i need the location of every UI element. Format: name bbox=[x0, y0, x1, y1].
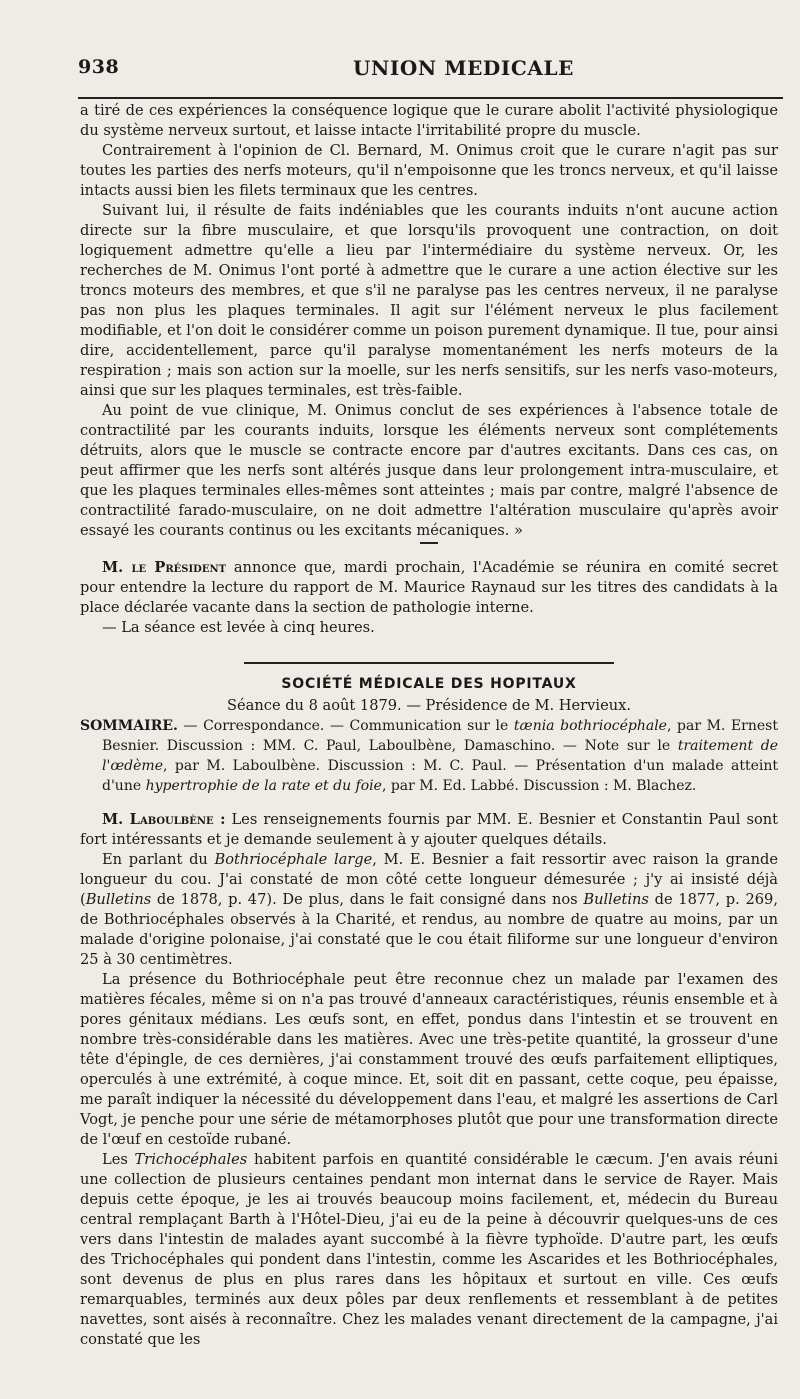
paragraph-laboulbene-intro bbox=[80, 810, 778, 850]
paragraph-bothriocephale bbox=[80, 850, 778, 970]
summary-text: — Correspondance. — Communication sur le bbox=[177, 718, 514, 734]
section-rule bbox=[244, 662, 614, 664]
section-title: SOCIÉTÉ MÉDICALE DES HOPITAUX bbox=[281, 676, 577, 692]
closing-line: — La séance est levée à cinq heures. bbox=[102, 619, 375, 636]
italic-run: Bothriocéphale large bbox=[214, 851, 373, 868]
laboulbene-intro-text: Les renseignements fournis par MM. E. Besnier et Constantin Paul sont fort intéressants et je demande seulement à y ajouter quelques détails. bbox=[80, 811, 778, 848]
text-run: de 1878, p. 47). De plus, dans le fait consigné dans nos bbox=[151, 891, 584, 908]
paragraph-bernard: Contrairement à l'opinion de Cl. Bernard, M. Onimus croit que le curare n'agit pas sur toutes les parties des nerfs moteurs, qu'il n'empoisonne que les troncs nerveux, et qu'il laisse intacts aussi bien les filets terminaux que les centres. bbox=[80, 142, 778, 199]
article-body bbox=[80, 101, 778, 1350]
header-rule bbox=[78, 97, 783, 99]
summary-label: SOMMAIRE. bbox=[80, 718, 178, 734]
paragraph-clinical: Au point de vue clinique, M. Onimus conclut de ses expériences à l'absence totale de contractilité par les courants induits, lorsque les éléments nerveux sont complétements détruits, alors que le muscle se contracte encore par d'autres excitants. Dans ces cas, on peut affirmer que les nerfs sont altérés jusque dans leur prolongement intra-musculaire, et que les plaques terminales elles-mêmes sont atteintes ; mais par contre, malgré l'absence de contractilité farado-musculaire, on ne doit admettre l'altération musculaire qu'après avoir essayé les courants continus ou les excitants mécaniques. » bbox=[80, 402, 778, 539]
page-header bbox=[78, 56, 778, 86]
summary-italic: tænia bothriocéphale bbox=[513, 718, 667, 734]
text-run: habitent parfois en quantité considérable le cæcum. J'en avais réuni une collection de plusieurs centaines pendant mon internat dans le service de Rayer. Mais depuis cette époque, je les ai trouvés beaucoup moins facilement, et, médecin du Bureau central remplaçant Barth à l'Hôtel-Dieu, j'ai eu de la peine à découvrir quelques-uns de ces vers dans l'intestin de malades ayant succombé à la fièvre typhoïde. D'autre part, les œufs des Trichocéphales qui pondent dans l'intestin, comme les Ascarides et les Bothriocéphales, sont devenus de plus en plus rares dans les hôpitaux et surtout en ville. Ces œufs remarquables, terminés aux deux pôles par deux renflements et ressemblant à de petites navettes, sont aisés à reconnaître. Chez les malades venant directement de la campagne, j'ai constaté que les bbox=[80, 1151, 778, 1348]
paragraph-eggs: La présence du Bothriocéphale peut être reconnue chez un malade par l'examen des matières fécales, même si on n'a pas trouvé d'anneaux caractéristiques, réunis ensemble et à pores génitaux médians. Les œufs sont, en effet, pondus dans l'intestin et se trouvent en nombre très-considérable dans les matières. Avec une très-petite quantité, la grosseur d'une tête d'épingle, de ces dernières, j'ai constamment trouvé des œufs parfaitement elliptiques, operculés à une extrémité, à coque mince. Et, soit dit en passant, cette coque, peu épaisse, me paraît indiquer la nécessité du développement dans l'eau, et malgré les assertions de Carl Vogt, je penche pour une série de métamorphoses plutôt que pour une transformation directe de l'œuf en cestoïde rubané. bbox=[80, 971, 778, 1148]
page-number: 938 bbox=[78, 56, 120, 78]
paragraph-president bbox=[80, 558, 778, 618]
summary-italic: hypertrophie de la rate et du foie bbox=[145, 778, 382, 794]
italic-run: Bulletins bbox=[85, 891, 152, 908]
paragraph-trichocephales bbox=[80, 1150, 778, 1350]
short-separator bbox=[420, 542, 438, 544]
paragraph-induced-currents: Suivant lui, il résulte de faits indéniables que les courants induits n'ont aucune action directe sur la fibre musculaire, et que lorsqu'ils provoquent une contraction, on doit logiquement admettre qu'elle a lieu par l'intermédiaire du système nerveux. Or, les recherches de M. Onimus l'ont porté à admettre que le curare a une action élective sur les troncs moteurs des membres, et que s'il ne paralyse pas les centres nerveux, il ne paralyse pas non plus les plaques terminales. Il agit sur l'élément nerveux le plus facilement modifiable, et l'on doit le considérer comme un poison purement dynamique. Il tue, pour ainsi dire, accidentellement, parce qu'il paralyse momentanément les nerfs moteurs de la respiration ; mais son action sur la moelle, sur les nerfs sensitifs, sur les nerfs vaso-moteurs, ainsi que sur les plaques terminales, est très-faible. bbox=[80, 202, 778, 399]
president-text: annonce que, mardi prochain, l'Académie se réunira en comité secret pour entendre la lecture du rapport de M. Maurice Raynaud sur les titres des candidats à la place déclarée vacante dans la section de pathologie interne. bbox=[80, 559, 778, 616]
summary-italic: traitement de l'œdème bbox=[102, 738, 778, 774]
summary-text: , par M. Ernest Besnier. Discussion : MM. C. Paul, Laboulbène, Damaschino. — Note sur le bbox=[102, 718, 778, 754]
summary-text: , par M. Ed. Labbé. Discussion : M. Blachez. bbox=[381, 778, 697, 794]
italic-run: Trichocéphales bbox=[134, 1151, 248, 1168]
running-head: UNION MEDICALE bbox=[353, 56, 574, 80]
paragraph-continued: a tiré de ces expériences la conséquence logique que le curare abolit l'activité physiologique du système nerveux surtout, et laisse intacte l'irritabilité propre du muscle. bbox=[80, 102, 778, 139]
text-run: En parlant du bbox=[102, 851, 215, 868]
speaker-president: M. le Président bbox=[102, 559, 227, 576]
summary-text: , par M. Laboulbène. Discussion : M. C. Paul. — Présentation d'un malade atteint d'une bbox=[102, 758, 778, 794]
text-run: Les bbox=[102, 1151, 135, 1168]
text-run: de 1877, p. 269, de Bothriocéphales observés à la Charité, et rendus, au nombre de quatre au moins, par un malade d'origine polonaise, j'ai constaté que le cou était filiforme sur une longueur d'environ 25 à 30 centimètres. bbox=[80, 891, 778, 968]
speaker-laboulbene: M. Laboulbène : bbox=[102, 811, 226, 828]
text-run: , M. E. Besnier a fait ressortir avec raison la grande longueur du cou. J'ai constaté de mon côté cette longueur démesurée ; j'y ai insisté déjà ( bbox=[80, 851, 778, 908]
summary bbox=[80, 716, 778, 796]
italic-run: Bulletins bbox=[583, 891, 649, 908]
session-line: Séance du 8 août 1879. — Présidence de M. Hervieux. bbox=[227, 697, 631, 714]
